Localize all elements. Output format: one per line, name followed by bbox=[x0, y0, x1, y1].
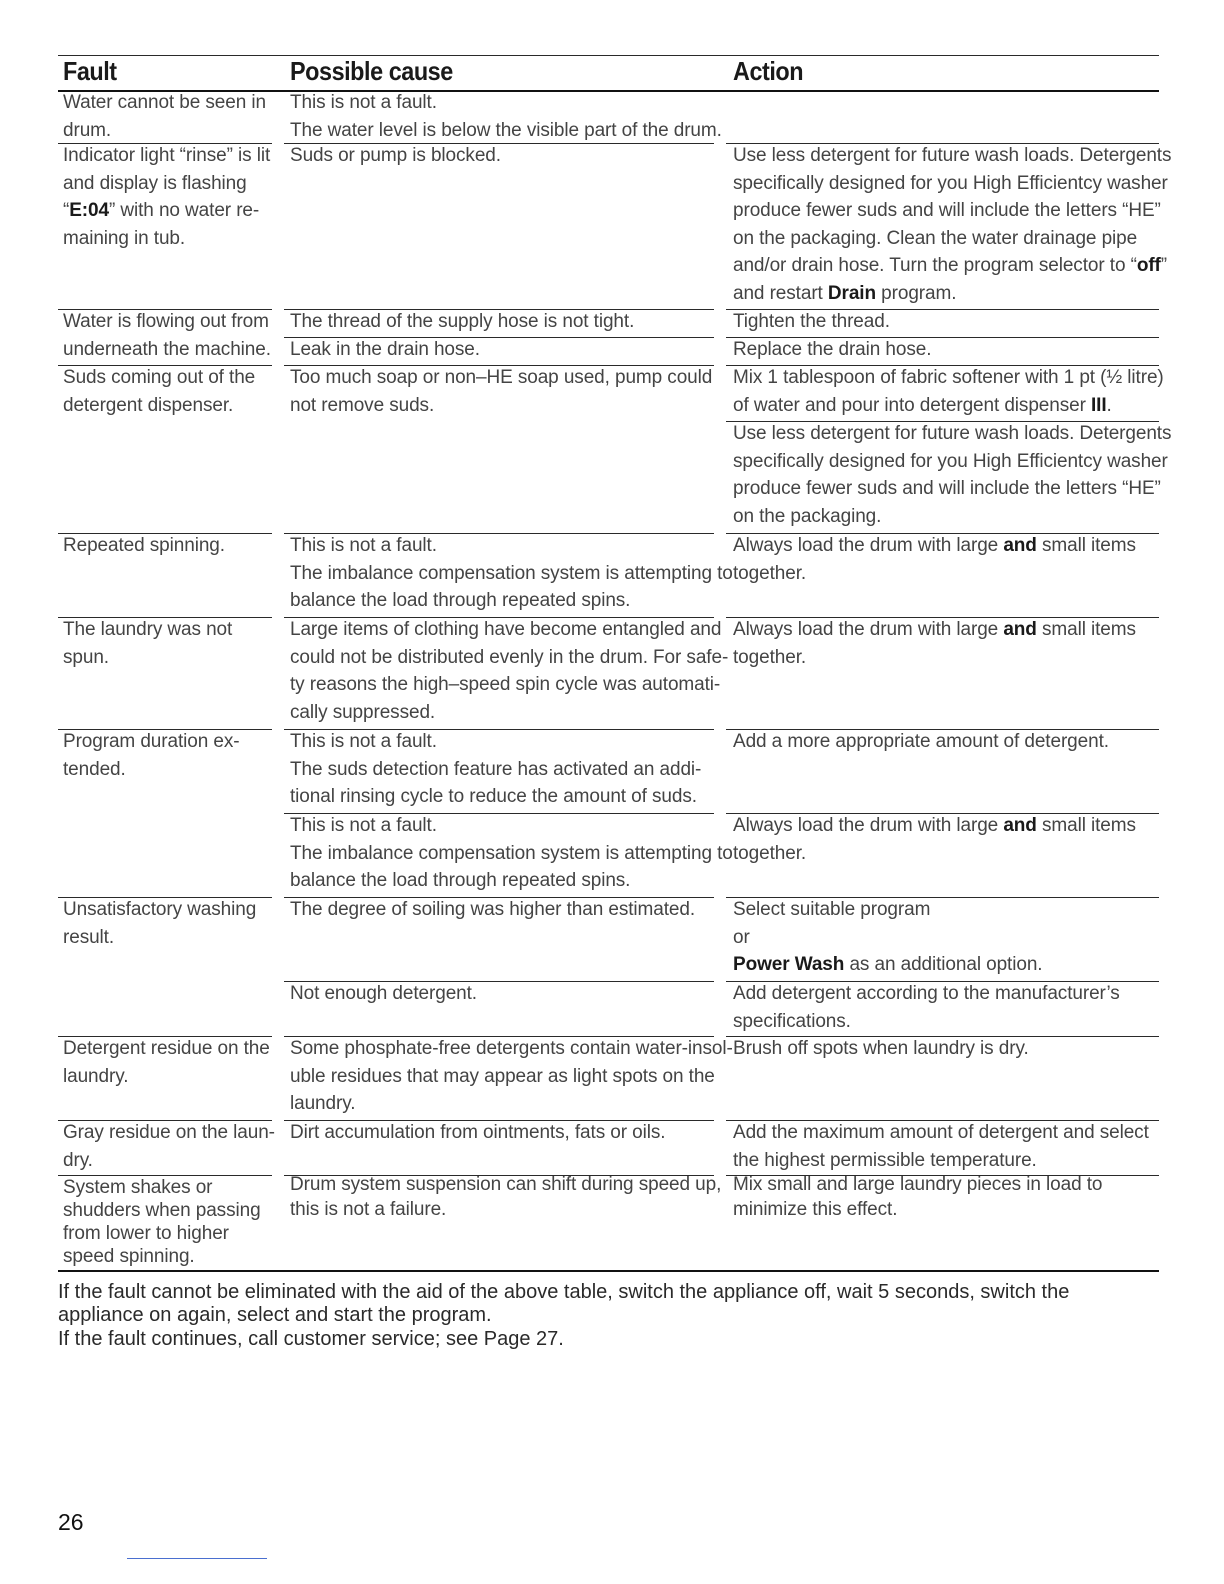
r3-action-1: Tighten the thread. bbox=[733, 311, 890, 332]
r1-fault: Water cannot be seen in drum. bbox=[63, 92, 266, 141]
r2-cause: Suds or pump is blocked. bbox=[290, 145, 501, 166]
page-number: 26 bbox=[58, 1509, 84, 1535]
r7-fault: Program duration ex- tended. bbox=[63, 731, 240, 780]
table-bottom-rule bbox=[58, 1270, 1159, 1272]
r10-action: Add the maximum amount of detergent and select the highest permissible temperature. bbox=[733, 1122, 1149, 1171]
r3-action-2: Replace the drain hose. bbox=[733, 339, 932, 360]
r11-cause: Drum system suspension can shift during speed up, this is not a failure. bbox=[290, 1174, 722, 1220]
header-action: Action bbox=[733, 56, 804, 86]
r2-action: Use less detergent for future wash loads. Detergents specifically designed for you High Efficientcy washer produce fewer suds and will include the letters “HE” on the packaging. Clean the water drainage pipe and/or drain hose. Turn the program selector to “off” and restart Drain program. bbox=[733, 145, 1172, 304]
r9-action: Brush off spots when laundry is dry. bbox=[733, 1038, 1029, 1059]
r3-cause-2: Leak in the drain hose. bbox=[290, 339, 480, 360]
r5-cause: This is not a fault. The imbalance compensation system is attempting to balance the load through repeated spins. bbox=[290, 535, 733, 612]
r4-action-1: Mix 1 tablespoon of fabric softener with 1 pt (½ litre) of water and pour into detergent dispenser III. bbox=[733, 367, 1164, 416]
r9-fault: Detergent residue on the laundry. bbox=[63, 1038, 270, 1087]
r7-cause-2: This is not a fault. The imbalance compensation system is attempting to balance the load through repeated spins. bbox=[290, 815, 733, 892]
r6-cause: Large items of clothing have become entangled and could not be distributed evenly in the drum. For safe- ty reasons the high–speed spin cycle was automati- cally suppressed. bbox=[290, 619, 729, 723]
r11-action: Mix small and large laundry pieces in load to minimize this effect. bbox=[733, 1174, 1103, 1220]
r5-action: Always load the drum with large and small items together. bbox=[733, 535, 1136, 584]
r7-action-2: Always load the drum with large and small items together. bbox=[733, 815, 1136, 864]
table-top-rule bbox=[58, 55, 1159, 56]
r3-cause-1: The thread of the supply hose is not tight. bbox=[290, 311, 635, 332]
footer-note-2: If the fault continues, call customer service; see Page 27. bbox=[58, 1328, 564, 1350]
r4-action-2: Use less detergent for future wash loads. Detergents specifically designed for you High Efficientcy washer produce fewer suds and will include the letters “HE” on the packaging. bbox=[733, 423, 1172, 527]
r2-fault: Indicator light “rinse” is lit and display is flashing “E:04” with no water re- maining in tub. bbox=[63, 145, 271, 249]
bottom-link-line bbox=[127, 1558, 267, 1559]
r6-action: Always load the drum with large and small items together. bbox=[733, 619, 1136, 668]
r8-action-1: Select suitable program or Power Wash as an additional option. bbox=[733, 899, 1043, 976]
r7-cause-1: This is not a fault. The suds detection feature has activated an addi- tional rinsing cycle to reduce the amount of suds. bbox=[290, 731, 702, 808]
footer-note-1: If the fault cannot be eliminated with the aid of the above table, switch the appliance off, wait 5 seconds, switch the appliance on again, select and start the program. bbox=[58, 1281, 1070, 1326]
r5-fault: Repeated spinning. bbox=[63, 535, 225, 556]
r4-fault: Suds coming out of the detergent dispenser. bbox=[63, 367, 256, 416]
r7-action-1: Add a more appropriate amount of detergent. bbox=[733, 731, 1109, 752]
r8-action-2: Add detergent according to the manufacturer’s specifications. bbox=[733, 983, 1120, 1032]
r4-cause: Too much soap or non–HE soap used, pump could not remove suds. bbox=[290, 367, 713, 416]
r6-fault: The laundry was not spun. bbox=[63, 619, 233, 668]
r10-fault: Gray residue on the laun- dry. bbox=[63, 1122, 275, 1171]
r8-fault: Unsatisfactory washing result. bbox=[63, 899, 257, 948]
r3-fault: Water is flowing out from underneath the machine. bbox=[63, 311, 271, 360]
r10-cause: Dirt accumulation from ointments, fats or oils. bbox=[290, 1122, 666, 1143]
r9-cause: Some phosphate-free detergents contain water-insol- uble residues that may appear as light spots on the laundry. bbox=[290, 1038, 733, 1115]
r8-cause-2: Not enough detergent. bbox=[290, 983, 477, 1004]
r1-cause: This is not a fault. The water level is below the visible part of the drum. bbox=[290, 92, 722, 141]
header-fault: Fault bbox=[63, 56, 117, 86]
r11-fault: System shakes or shudders when passing from lower to higher speed spinning. bbox=[63, 1177, 261, 1267]
header-possible-cause: Possible cause bbox=[290, 56, 453, 86]
r8-cause-1: The degree of soiling was higher than estimated. bbox=[290, 899, 695, 920]
